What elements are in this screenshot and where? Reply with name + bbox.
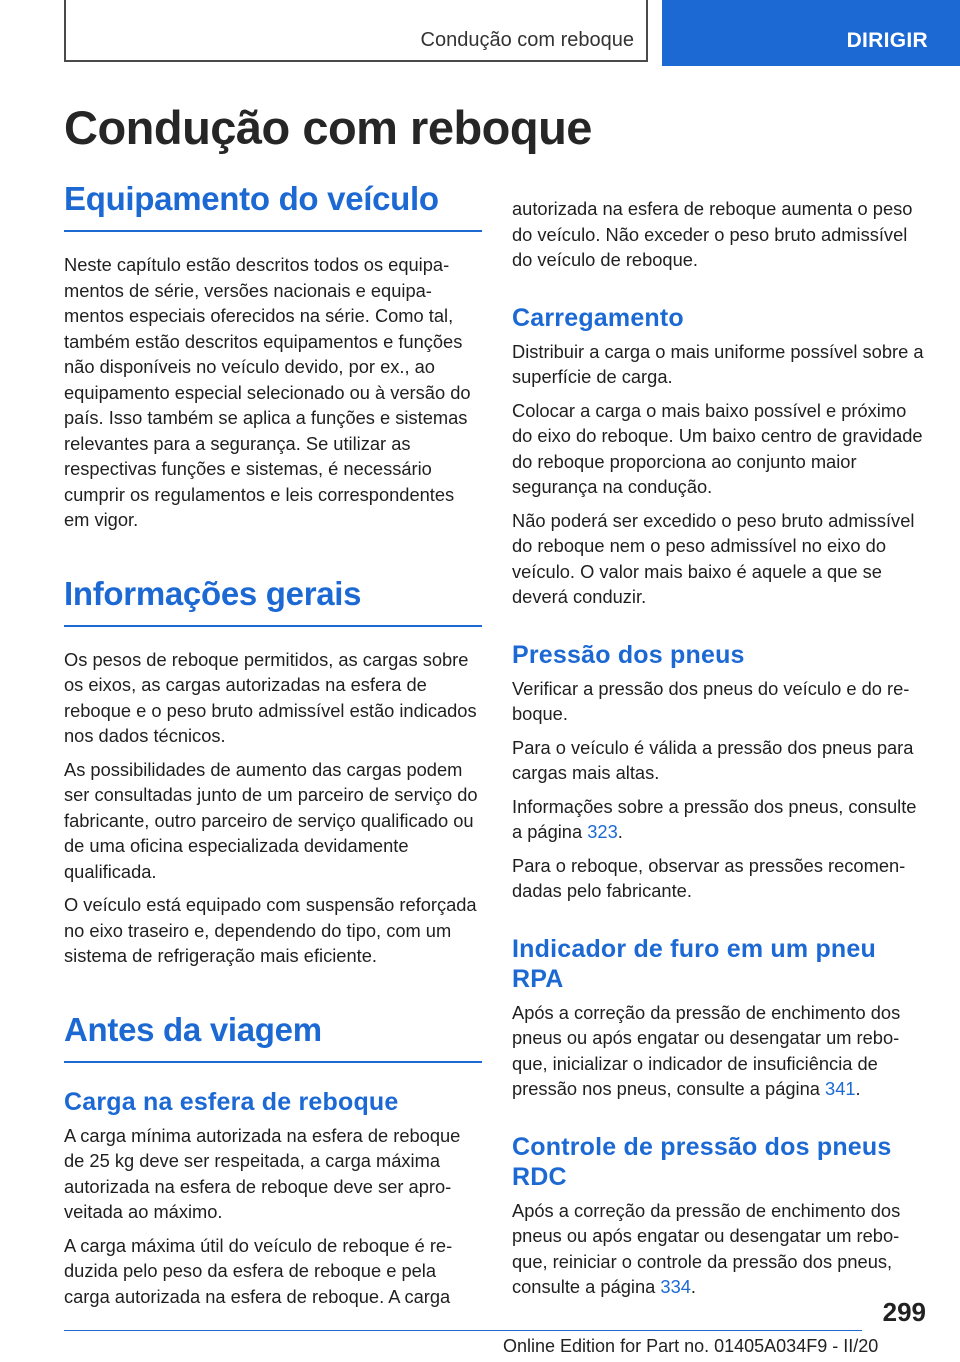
page-header <box>0 0 960 66</box>
page-link-323[interactable]: 323 <box>587 821 618 842</box>
paragraph: Não poderá ser excedido o peso bruto admissível do reboque nem o peso admissível no eixo do veículo. O valor mais baixo é aquele a que se deverá conduzir. <box>512 509 915 607</box>
paragraph: O veículo está equipado com suspensão reforçada no eixo traseiro e, dependendo do tipo, com um sistema de refrigeração mais eficiente. <box>64 894 477 966</box>
paragraph: autorizada na esfera de reboque aumenta o peso do veículo. Não exceder o peso bruto admissível do veículo de reboque. <box>512 198 913 270</box>
left-column <box>64 180 482 1317</box>
paragraph: Informações sobre a pressão dos pneus, consulte a página 323. <box>512 795 917 842</box>
page-link-334[interactable]: 334 <box>660 1276 691 1297</box>
paragraph: Verificar a pressão dos pneus do veículo e do reboque. <box>512 677 910 724</box>
subheading-carga-esfera: Carga na esfera de reboque <box>64 1087 399 1116</box>
header-section-title: Condução com reboque <box>420 29 634 51</box>
footer-divider <box>64 1330 862 1331</box>
subheading-pressao-pneus: Pressão dos pneus <box>512 640 745 669</box>
section-heading-informacoes: Informações gerais <box>64 575 482 627</box>
paragraph: Neste capítulo estão descritos todos os equipamentos de série, versões nacionais e equipamentos especiais oferecidos na série. Como tal, também estão descritos equipamentos e funções não disponíveis no veículo devido, por ex., ao equipamento especial selecionado ou à versão do país. Isso também se aplica a funções e sistemas relevantes para a segurança. Se utilizar as respectivas funções e sistemas, é necessário cumprir os regulamentos e leis correspondentes em vigor. <box>64 254 471 530</box>
page-title: Condução com reboque <box>64 101 592 154</box>
paragraph-text: Informações sobre a pressão dos pneus, consulte a página <box>512 795 917 842</box>
subheading-carregamento: Carregamento <box>512 303 684 332</box>
paragraph: Após a correção da pressão de enchimento dos pneus ou após engatar ou desengatar um reboque, reiniciar o controle da pressão dos pneus, consulte a página 334. <box>512 1199 901 1297</box>
paragraph-text: Após a correção da pressão de enchimento dos pneus ou após engatar ou desengatar um reboque, inicializar o indicador de insuficiência de pressão nos pneus, consulte a página <box>512 1001 901 1099</box>
page-number: 299 <box>882 1297 926 1327</box>
paragraph: Após a correção da pressão de enchimento dos pneus ou após engatar ou desengatar um reboque, inicializar o indicador de insuficiência de pressão nos pneus, consulte a página 341. <box>512 1001 901 1099</box>
section-heading-equipamento: Equipamento do veículo <box>64 180 482 232</box>
paragraph: Para o veículo é válida a pressão dos pneus para cargas mais altas. <box>512 736 914 783</box>
paragraph-text: Após a correção da pressão de enchimento dos pneus ou após engatar ou desengatar um reboque, reiniciar o controle da pressão dos pneus, consulte a página <box>512 1199 901 1297</box>
right-column <box>512 196 928 1308</box>
paragraph: Os pesos de reboque permitidos, as cargas sobre os eixos, as cargas autorizadas na esfera de reboque e o peso bruto admissível estão indicados nos dados técnicos. <box>64 648 477 746</box>
chapter-tab-label: DIRIGIR <box>846 29 928 52</box>
paragraph: A carga mínima autorizada na esfera de reboque de 25 kg deve ser respeitada, a carga máxima autorizada na esfera de reboque deve ser aproveitada ao máximo. <box>64 1124 461 1222</box>
header-frame <box>64 0 648 62</box>
paragraph: As possibilidades de aumento das cargas podem ser consultadas junto de um parceiro de serviço do fabricante, outro parceiro de serviço qualificado ou de uma oficina especializada devidamente qualificada. <box>64 758 478 882</box>
subheading-rdc: Controle de pressão dos pneus RDC <box>512 1132 892 1191</box>
paragraph: Colocar a carga o mais baixo possível e próximo do eixo do reboque. Um baixo centro de gravidade do reboque proporciona ao conjunto maior segurança na condução. <box>512 399 923 497</box>
subheading-rpa: Indicador de furo em um pneu RPA <box>512 934 876 993</box>
chapter-tab[interactable] <box>662 0 960 66</box>
paragraph: A carga máxima útil do veículo de reboque é reduzida pelo peso da esfera de reboque e pela carga autorizada na esfera de reboque. A carga <box>64 1234 453 1307</box>
section-heading-antes-viagem: Antes da viagem <box>64 1011 482 1063</box>
footer-edition: Online Edition for Part no. 01405A034F9 - II/20 <box>503 1336 879 1356</box>
paragraph: Distribuir a carga o mais uniforme possível sobre a superfície de carga. <box>512 340 924 387</box>
page-link-341[interactable]: 341 <box>825 1078 856 1099</box>
paragraph: Para o reboque, observar as pressões recomendadas pelo fabricante. <box>512 854 906 901</box>
